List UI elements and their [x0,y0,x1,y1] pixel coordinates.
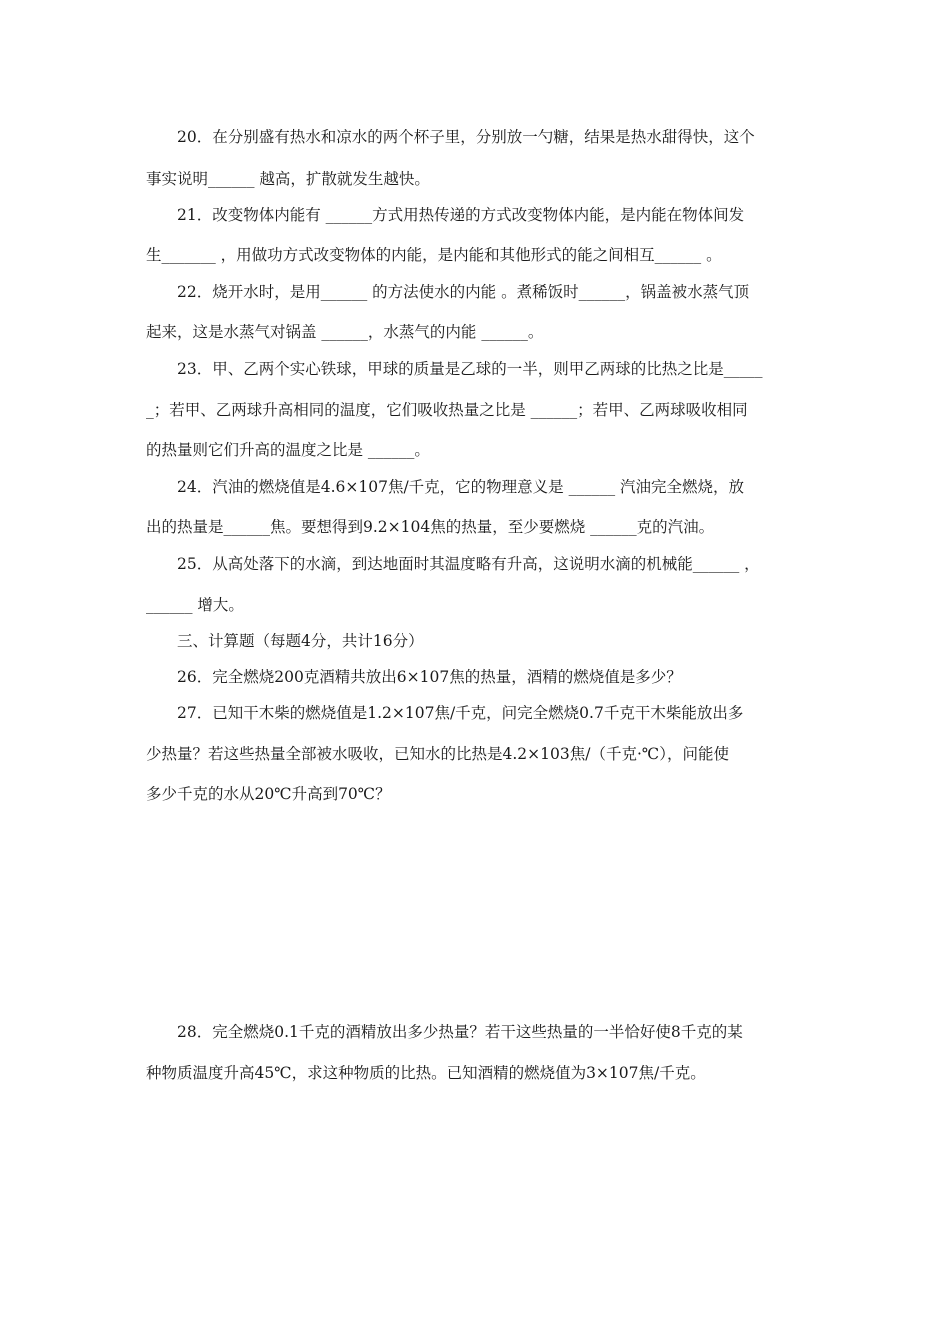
q23-line-3: 的热量则它们升高的温度之比是 ______。 [146,441,430,459]
q28-line-2: 种物质温度升高45℃，求这种物质的比热。已知酒精的燃烧值为3×107焦/千克。 [146,1064,706,1082]
q20-line-2: 事实说明______ 越高，扩散就发生越快。 [146,170,430,188]
section-heading: 三、计算题（每题4分，共计16分） [177,632,424,650]
q27-line-3: 多少千克的水从20℃升高到70℃？ [146,785,391,803]
q21-line-1: 21．改变物体内能有 ______方式用热传递的方式改变物体内能，是内能在物体间发 [177,206,745,224]
q24-line-2: 出的热量是______焦。要想得到9.2×104焦的热量，至少要燃烧 ______克的汽油。 [146,518,715,536]
q22-line-1: 22．烧开水时，是用______ 的方法使水的内能 。煮稀饭时______，锅盖被水蒸气顶 [177,283,750,301]
q21-line-2: 生_______ ，用做功方式改变物体的内能，是内能和其他形式的能之间相互______ 。 [146,246,722,264]
q25-line-2: ______ 增大。 [146,596,244,614]
q24-line-1: 24．汽油的燃烧值是4.6×107焦/千克，它的物理意义是 ______ 汽油完全燃烧，放 [177,478,745,496]
q22-line-2: 起来，这是水蒸气对锅盖 ______，水蒸气的内能 ______。 [146,323,544,341]
q23-line-2: _；若甲、乙两球升高相同的温度，它们吸收热量之比是 ______；若甲、乙两球吸收相同 [146,401,748,419]
q20-line-1: 20．在分别盛有热水和凉水的两个杯子里，分别放一勺糖，结果是热水甜得快，这个 [177,128,755,146]
q28-line-1: 28．完全燃烧0.1千克的酒精放出多少热量？若干这些热量的一半恰好使8千克的某 [177,1023,743,1041]
q23-line-1: 23．甲、乙两个实心铁球，甲球的质量是乙球的一半，则甲乙两球的比热之比是_____ [177,360,763,378]
q25-line-1: 25．从高处落下的水滴，到达地面时其温度略有升高，这说明水滴的机械能______ ， [177,555,760,573]
q27-line-1: 27．已知干木柴的燃烧值是1.2×107焦/千克，问完全燃烧0.7千克干木柴能放出多 [177,704,744,722]
q27-line-2: 少热量？若这些热量全部被水吸收，已知水的比热是4.2×103焦/（千克·℃），问能使 [146,745,729,763]
q26-line-1: 26．完全燃烧200克酒精共放出6×107焦的热量，酒精的燃烧值是多少？ [177,668,682,686]
